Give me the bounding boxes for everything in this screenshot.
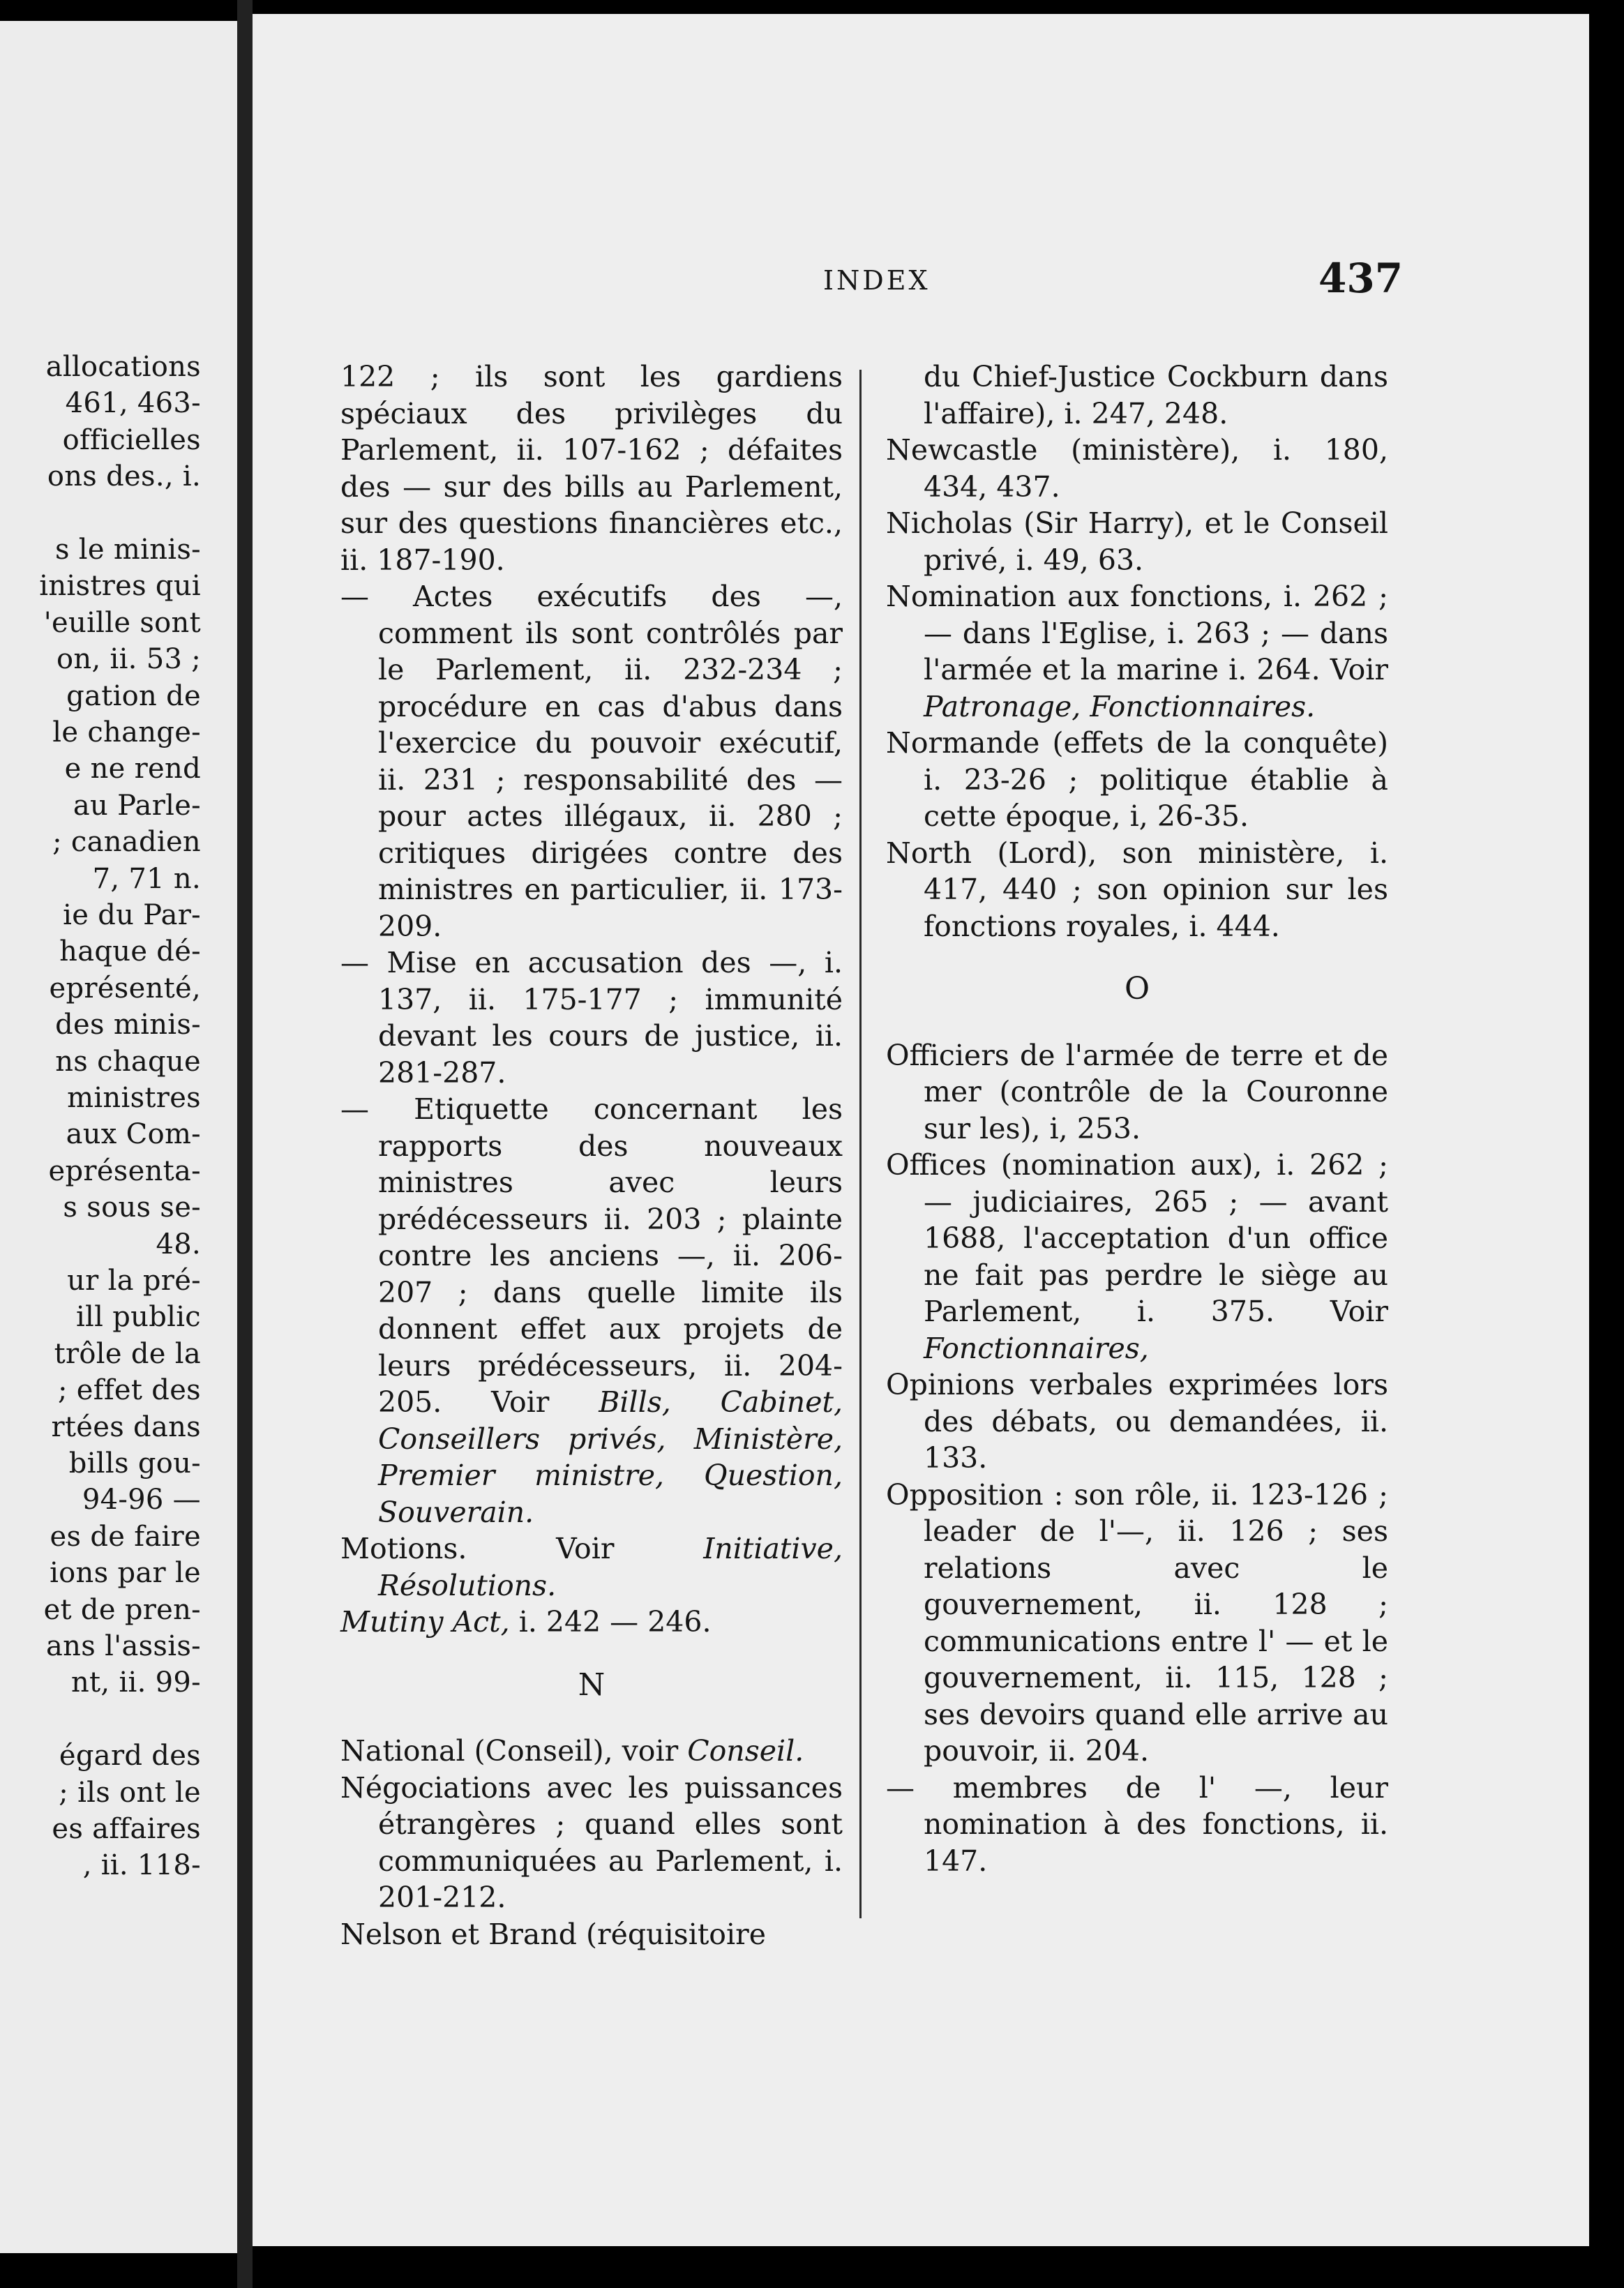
left-page-line: 461, 463- [65, 387, 201, 420]
index-entry: — Actes exécutifs des —, comment ils sont contrôlés par le Parlement, ii. 232-234 ; procédure en cas d'abus dans l'exercice du pouvoir exécutif, ii. 231 ; responsabilité des — pour actes illégaux, ii. 280 ; critiques dirigées contre des ministres en particulier, ii. 173-209. [340, 580, 843, 943]
left-page-line: es de faire [50, 1520, 201, 1553]
index-entry [886, 578, 1388, 725]
left-page-line: ions par le [50, 1557, 201, 1590]
left-page-line: ; canadien [52, 826, 201, 859]
left-page-line: des minis- [55, 1009, 201, 1041]
index-entry: Opposition : son rôle, ii. 123-126 ; leader de l'—, ii. 126 ; ses relations avec le gouvernement, ii. 128 ; communications entre l' — et le gouvernement, ii. 115, 128 ; ses devoirs quand elle arrive au pouvoir, ii. 204. [886, 1477, 1388, 1768]
index-entry: North (Lord), son ministère, i. 417, 440 ; son opinion sur les fonctions royales, i. 444. [886, 836, 1388, 943]
index-entry: Newcastle (ministère), i. 180, 434, 437. [886, 433, 1388, 504]
left-page-line: eprésenté, [49, 972, 201, 1004]
left-page-line: le change- [52, 716, 201, 748]
cross-reference: Initiative, Résolutions. [378, 1532, 843, 1602]
entry-title: Mutiny Act, [340, 1605, 510, 1639]
left-page-line: ; ils ont le [59, 1776, 201, 1809]
left-page-line: ns chaque [55, 1045, 201, 1078]
left-page-line: trôle de la [54, 1337, 201, 1370]
left-page-line: ans l'assis- [46, 1630, 201, 1662]
index-entry [340, 1604, 843, 1641]
cross-reference: Conseil. [687, 1734, 804, 1768]
section-letter: O [1124, 971, 1150, 1007]
left-page-fragment [0, 21, 237, 2253]
index-entry: Négociations avec les puissances étrangères ; quand elles sont communiquées au Parlement, i. 201-212. [340, 1770, 843, 1914]
index-entry: Normande (effets de la conquête) i. 23-26 ; politique établie à cette époque, i, 26-35. [886, 726, 1388, 833]
entry-text: i. 242 — 246. [518, 1605, 712, 1639]
index-entry: Officiers de l'armée de terre et de mer (contrôle de la Couronne sur les), i, 253. [886, 1038, 1388, 1145]
entry-text: Motions. Voir [340, 1532, 615, 1565]
index-entry: du Chief-Justice Cockburn dans l'affaire), i. 247, 248. [924, 360, 1388, 430]
left-page-line: e ne rend [64, 753, 201, 785]
running-title: INDEX [823, 265, 931, 296]
left-page-line: ministres [67, 1082, 201, 1114]
left-page-line: égard des [59, 1740, 201, 1773]
left-page-line: , ii. 118- [82, 1849, 201, 1882]
section-letter: N [578, 1666, 606, 1703]
left-page-line: gation de [66, 679, 201, 712]
left-page-line: bills gou- [68, 1447, 201, 1480]
entry-text: Nomination aux fonctions, i. 262 ; — dans l'Eglise, i. 263 ; — dans l'armée et la marine i. 264. Voir [886, 580, 1388, 686]
index-entry: Nicholas (Sir Harry), et le Conseil privé, i. 49, 63. [886, 506, 1388, 577]
index-entry [340, 1733, 843, 1770]
left-page-line: allocations [45, 351, 201, 383]
left-page-line: ill public [75, 1301, 201, 1334]
left-page-line: 'euille sont [43, 606, 201, 639]
left-page-line: 7, 71 n. [92, 862, 201, 895]
entry-text: — Etiquette concernant les rapports des nouveaux ministres avec leurs prédécesseurs ii. 203 ; plainte contre les anciens —, ii. 206-207 ; dans quelle limite ils donnent effet aux projets de leurs prédécesseurs, ii. 204-205. Voir [340, 1092, 843, 1419]
left-page-line: 48. [156, 1228, 201, 1260]
left-page-line: es affaires [52, 1813, 201, 1845]
left-page-line: et de pren- [43, 1593, 201, 1626]
index-column-right [886, 359, 1388, 1879]
index-entry: — membres de l' —, leur nomination à des fonctions, ii. 147. [886, 1770, 1388, 1878]
left-page-line: rtées dans [51, 1410, 201, 1443]
left-page-line: officielles [62, 423, 201, 456]
left-page-line: s sous se- [63, 1191, 201, 1224]
index-entry: 122 ; ils sont les gardiens spéciaux des privilèges du Parlement, ii. 107-162 ; défaites des — sur des bills au Parlement, sur des questions financières etc., ii. 187-190. [340, 360, 843, 577]
cross-reference: Bills, Cabinet, Conseillers privés, Ministère, Premier ministre, Question, Souverain. [378, 1385, 843, 1529]
left-page-line: haque dé- [59, 935, 201, 968]
book-gutter [237, 0, 253, 2288]
left-page-line: au Parle- [73, 789, 201, 822]
index-entry [886, 1147, 1388, 1367]
entry-text: National (Conseil), voir [340, 1734, 679, 1768]
left-page-line: aux Com- [66, 1118, 201, 1151]
index-column-left [340, 359, 843, 1952]
index-entry: Opinions verbales exprimées lors des débats, ou demandées, ii. 133. [886, 1368, 1388, 1475]
left-page-line: on, ii. 53 ; [57, 643, 201, 676]
left-page-line: ie du Par- [63, 899, 201, 931]
index-entry [340, 1091, 843, 1530]
left-page-line: eprésenta- [48, 1154, 201, 1187]
index-entry [340, 1530, 843, 1604]
left-page-line: ons des., i. [47, 460, 201, 493]
index-entry: Nelson et Brand (réquisitoire [340, 1917, 766, 1951]
page-number: 437 [1318, 255, 1404, 302]
entry-text: Offices (nomination aux), i. 262 ; — judiciaires, 265 ; — avant 1688, l'acceptation d'un office ne fait pas perdre le siège au Parlement, i. 375. Voir [886, 1148, 1388, 1328]
left-page-line: ur la pré- [67, 1265, 201, 1297]
left-page-line: inistres qui [39, 570, 201, 603]
column-rule [859, 370, 862, 1918]
cross-reference: Patronage, Fonctionnaires. [924, 689, 1316, 723]
left-page-line: s le minis- [54, 534, 201, 566]
left-page-line: nt, ii. 99- [71, 1666, 201, 1699]
left-page-line: 94-96 — [82, 1484, 201, 1516]
cross-reference: Fonctionnaires, [924, 1331, 1149, 1365]
left-page-line: ; effet des [57, 1374, 201, 1407]
index-entry: — Mise en accusation des —, i. 137, ii. 175-177 ; immunité devant les cours de justice, ii. 281-287. [340, 946, 843, 1090]
